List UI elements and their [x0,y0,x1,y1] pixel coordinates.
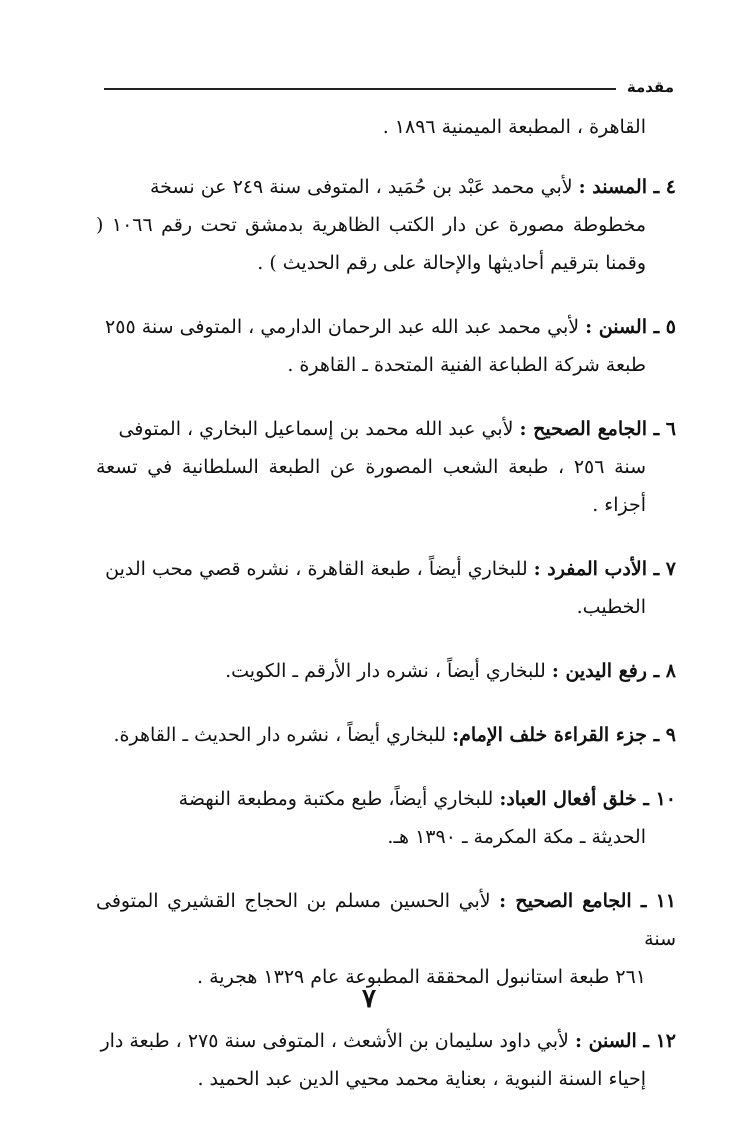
entry-title: ١٠ ـ خلق أفعال العباد: [499,788,676,810]
bibliography-entry-6 [96,410,676,524]
bibliography-entry-8 [96,652,676,690]
entry-text: للبخاري أيضاً ، نشره دار الأرقم ـ الكويت. [225,660,546,682]
entry-continuation: إحياء السنة النبوية ، بعناية محمد محيي الدين عبد الحميد . [197,1068,646,1090]
bibliography-entry-9 [96,716,676,754]
running-head [104,78,674,98]
bibliography-entry-7 [96,550,676,626]
running-head-title: مقدمة [626,78,674,96]
entry-continuation: الخطيب. [576,596,646,618]
bibliography-entry-10 [96,780,676,856]
entry-text: لأبي الحسين مسلم بن الحجاج القشيري المتوفى سنة [96,890,676,950]
bibliography-entry-5 [96,308,676,384]
page-number: ٧ [362,984,376,1014]
entry-title: ١٢ ـ السنن : [574,1030,676,1052]
entry-title: ٧ ـ الأدب المفرد : [533,558,676,580]
entry-text: للبخاري أيضاً، طبع مكتبة ومطبعة النهضة [178,788,494,810]
header-rule [104,88,616,90]
entry-text: لأبي محمد عبد الله عبد الرحمان الدارمي ، المتوفى سنة ٢٥٥ [105,316,580,338]
entry-continuation: طبعة شركة الطباعة الفنية المتحدة ـ القاهرة . [287,354,646,376]
entry-title: ٨ ـ رفع اليدين : [551,660,676,682]
entry-text: لأبي عبد الله محمد بن إسماعيل البخاري ، المتوفى [118,418,514,440]
bibliography-entry-4 [96,168,676,282]
entry-continuation: مخطوطة مصورة عن دار الكتب الظاهرية بدمشق تحت رقم ١٠٦٦ ( وقمنا بترقيم أحاديثها والإحالة على رقم الحديث ) . [96,214,646,274]
continuation-line: القاهرة ، المطبعة الميمنية ١٨٩٦ . [382,116,646,138]
entry-continuation: ٢٦١ طبعة استانبول المحققة المطبوعة عام ١٣٢٩ هجرية . [197,966,646,988]
entry-text: للبخاري أيضاً ، طبعة القاهرة ، نشره قصي محب الدين [105,558,528,580]
entry-title: ٦ ـ الجامع الصحيح : [519,418,676,440]
bibliography-list [96,108,676,1124]
bibliography-entry-11 [96,882,676,996]
entry-title: ٩ ـ جزء القراءة خلف الإمام: [452,724,676,746]
entry-title: ١١ ـ الجامع الصحيح : [499,890,676,912]
entry-continuation: الحديثة ـ مكة المكرمة ـ ١٣٩٠ هـ. [387,826,646,848]
bibliography-entry-12 [96,1022,676,1098]
entry-title: ٤ ـ المسند : [578,176,676,198]
entry-text: لأبي محمد عَبْد بن حُمَيد ، المتوفى سنة ٢٤٩ عن نسخة [149,176,573,198]
entry-title: ٥ ـ السنن : [585,316,676,338]
entry-text: لأبي داود سليمان بن الأشعث ، المتوفى سنة ٢٧٥ ، طبعة دار [100,1030,569,1052]
entry-continuation: سنة ٢٥٦ ، طبعة الشعب المصورة عن الطبعة السلطانية في تسعة أجزاء . [96,456,647,516]
entry-text: للبخاري أيضاً ، نشره دار الحديث ـ القاهرة. [113,724,447,746]
